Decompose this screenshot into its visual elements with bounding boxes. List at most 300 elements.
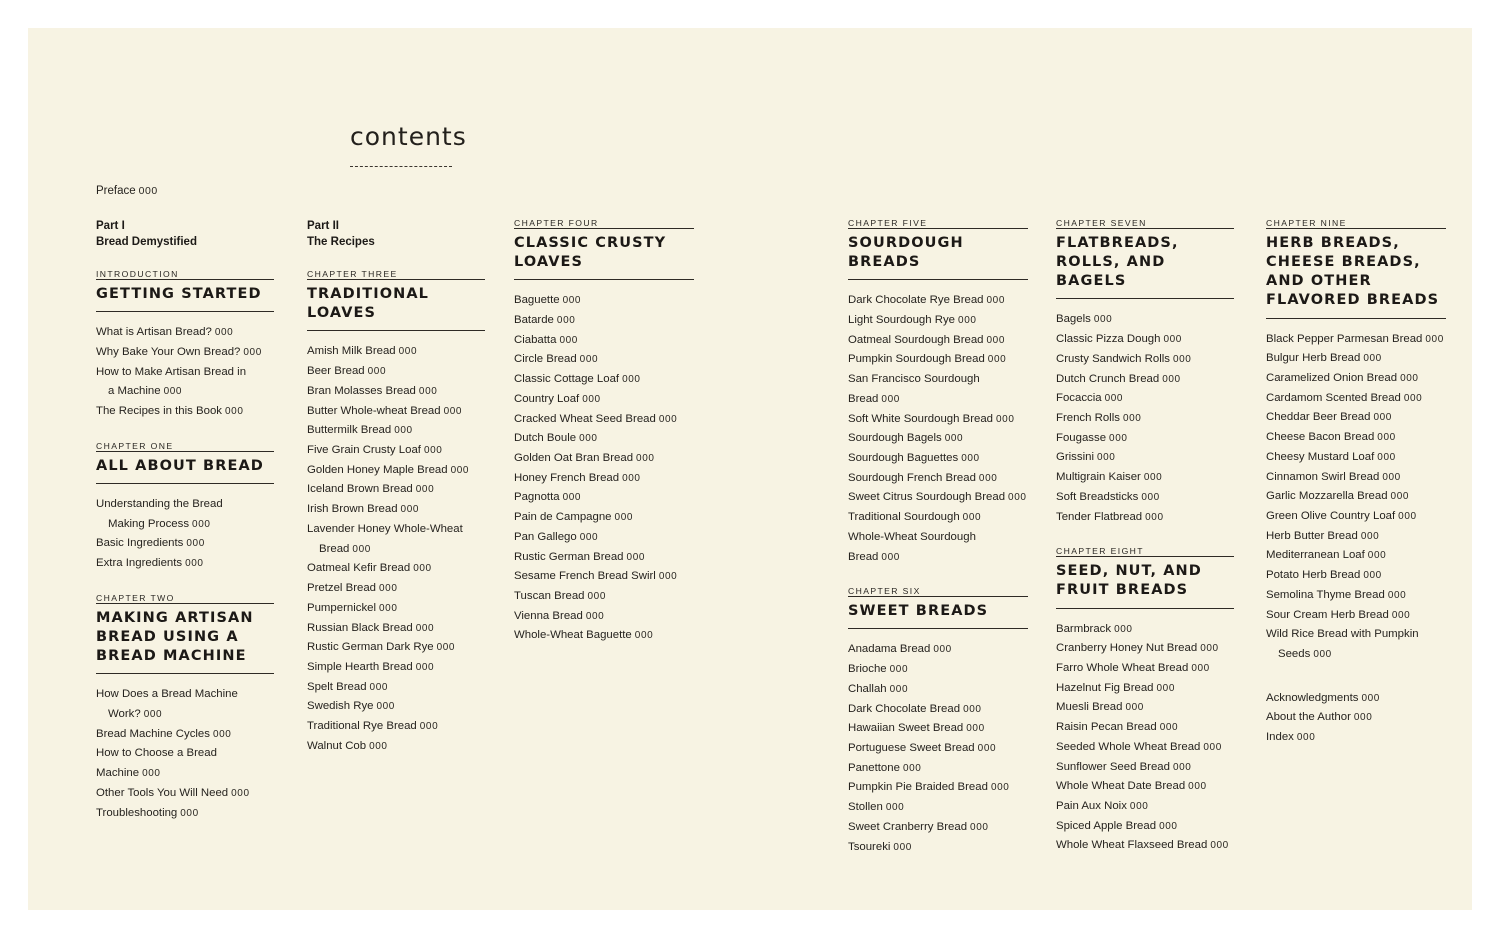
section-heading[interactable]: MAKING ARTISAN BREAD USING A BREAD MACHINE (96, 609, 274, 674)
toc-entry-page: 000 (1360, 530, 1380, 542)
toc-entry-list (96, 323, 274, 422)
toc-entry[interactable] (1056, 310, 1234, 330)
toc-entry-page: 000 (1210, 840, 1229, 852)
toc-entry-label-continued: Work? 000 (108, 708, 163, 720)
toc-entry[interactable] (1056, 659, 1234, 679)
toc-entry[interactable] (848, 291, 1028, 311)
toc-entry[interactable] (1266, 566, 1446, 586)
toc-entry-label: Spiced Apple Bread (1056, 819, 1157, 832)
toc-entry[interactable] (307, 421, 485, 441)
toc-entry[interactable] (514, 626, 694, 646)
toc-entry-page: 000 (1122, 412, 1142, 424)
toc-entry-page: 000 (881, 393, 900, 405)
toc-entry-label: Buttermilk Bread (307, 424, 392, 437)
toc-entry-page: 000 (1145, 511, 1164, 523)
toc-entry[interactable] (307, 461, 485, 481)
toc-entry-page: 000 (379, 602, 398, 614)
toc-entry-page: 000 (622, 472, 641, 484)
toc-entry-page: 000 (1400, 372, 1419, 384)
toc-entry-label: French Rolls (1056, 411, 1120, 424)
toc-entry-label: Anadama Bread (848, 643, 931, 656)
section-heading[interactable]: CLASSIC CRUSTY LOAVES (514, 234, 694, 280)
part-label: Part I Bread Demystified (96, 220, 197, 249)
toc-entry[interactable] (848, 838, 1028, 858)
toc-entry[interactable] (514, 548, 694, 568)
toc-entry[interactable] (1266, 527, 1446, 547)
toc-entry-label: Traditional Rye Bread (307, 720, 417, 733)
section-heading[interactable]: SWEET BREADS (848, 602, 1028, 629)
toc-entry[interactable] (1056, 679, 1234, 699)
toc-entry[interactable] (848, 331, 1028, 351)
part-heading (307, 218, 485, 250)
toc-entry[interactable] (1056, 738, 1234, 758)
toc-entry[interactable] (848, 449, 1028, 469)
toc-entry[interactable] (96, 402, 274, 422)
toc-entry-label: Irish Brown Bread (307, 503, 398, 516)
toc-entry[interactable] (96, 343, 274, 363)
toc-entry[interactable] (1266, 408, 1446, 428)
toc-entry[interactable] (1056, 468, 1234, 488)
toc-entry[interactable] (1266, 625, 1446, 664)
toc-entry-label: Classic Pizza Dough (1056, 333, 1161, 346)
toc-entry-label: Pretzel Bread (307, 582, 377, 595)
toc-entry[interactable] (1266, 606, 1446, 626)
toc-entry[interactable] (96, 744, 274, 783)
toc-entry[interactable] (514, 311, 694, 331)
toc-entry-page: 000 (587, 591, 606, 603)
toc-entry-page: 000 (889, 683, 909, 695)
toc-entry[interactable] (96, 554, 274, 574)
toc-entry-page: 000 (212, 728, 232, 740)
toc-entry[interactable] (307, 559, 485, 579)
toc-entry[interactable] (1056, 777, 1234, 797)
toc-entry[interactable] (307, 520, 485, 559)
toc-entry[interactable] (307, 619, 485, 639)
toc-entry[interactable] (1056, 639, 1234, 659)
toc-entry-label: Walnut Cob (307, 739, 367, 752)
toc-entry-page: 000 (658, 413, 678, 425)
section-heading[interactable]: TRADITIONAL LOAVES (307, 285, 485, 331)
toc-entry[interactable] (1266, 448, 1446, 468)
toc-entry[interactable] (848, 640, 1028, 660)
toc-page (28, 28, 1472, 910)
toc-entry[interactable] (1056, 429, 1234, 449)
toc-entry-page: 000 (225, 406, 244, 418)
toc-entry-page: 000 (400, 504, 420, 516)
toc-entry[interactable] (514, 469, 694, 489)
toc-entry-label: Light Sourdough Rye (848, 313, 956, 326)
toc-entry[interactable] (848, 680, 1028, 700)
toc-entry-page: 000 (1172, 353, 1192, 365)
toc-entry[interactable] (96, 725, 274, 745)
toc-entry-label: Cranberry Honey Nut Bread (1056, 642, 1198, 655)
toc-entry-page: 000 (626, 551, 646, 563)
toc-entry[interactable] (1266, 369, 1446, 389)
toc-entry-page: 000 (961, 453, 980, 464)
toc-entry[interactable] (1056, 817, 1234, 837)
toc-entry-page: 000 (1172, 761, 1192, 773)
toc-entry-page: 000 (1162, 373, 1181, 385)
toc-entry[interactable] (1266, 708, 1446, 728)
toc-entry-page: 000 (1125, 702, 1144, 714)
toc-entry[interactable] (848, 469, 1028, 489)
toc-entry-label: Bagels (1056, 313, 1091, 326)
toc-entry-label: How to Make Artisan Bread in (96, 365, 247, 378)
toc-entry-page: 000 (1367, 550, 1387, 562)
part-heading (96, 218, 274, 250)
toc-entry[interactable] (848, 528, 1028, 567)
toc-entry-page: 000 (986, 334, 1006, 346)
toc-entry[interactable] (1266, 330, 1446, 350)
toc-entry[interactable] (848, 350, 1028, 370)
toc-entry[interactable] (514, 607, 694, 627)
toc-entry-page: 000 (978, 472, 998, 484)
toc-entry[interactable] (1266, 349, 1446, 369)
toc-entry[interactable] (848, 370, 1028, 409)
toc-entry[interactable] (96, 363, 274, 402)
toc-entry-label: Extra Ingredients (96, 557, 183, 570)
toc-entry-page: 000 (1163, 334, 1182, 346)
toc-entry-page: 000 (579, 354, 599, 366)
toc-entry[interactable] (1056, 409, 1234, 429)
toc-entry[interactable] (514, 508, 694, 528)
toc-entry[interactable] (307, 678, 485, 698)
toc-entry-label: Sweet Cranberry Bread (848, 820, 968, 833)
toc-entry-list (1056, 620, 1234, 857)
toc-entry[interactable] (307, 579, 485, 599)
toc-entry-label: Butter Whole-wheat Bread (307, 404, 441, 417)
toc-entry[interactable] (514, 488, 694, 508)
toc-entry-page: 000 (1313, 649, 1332, 660)
toc-entry-label: Sourdough French Bread (848, 471, 976, 484)
toc-entry-label: Pumpernickel (307, 601, 377, 614)
toc-entry[interactable] (848, 719, 1028, 739)
toc-entry[interactable] (514, 429, 694, 449)
toc-entry-page: 000 (944, 433, 964, 445)
toc-entry-label: Country Loaf (514, 392, 580, 405)
toc-entry[interactable] (848, 739, 1028, 759)
toc-entry-label: Sesame French Bread Swirl (514, 570, 656, 583)
toc-entry[interactable] (1056, 370, 1234, 390)
section-heading[interactable]: HERB BREADS, CHEESE BREADS, AND OTHER FLAVORED BREADS (1266, 234, 1446, 319)
toc-entry-label: Russian Black Bread (307, 621, 413, 634)
toc-entry-page: 000 (143, 709, 163, 720)
toc-entry[interactable] (514, 331, 694, 351)
toc-entry[interactable] (307, 658, 485, 678)
section-heading[interactable]: SEED, NUT, AND FRUIT BREADS (1056, 562, 1234, 608)
toc-entry-page: 000 (579, 433, 598, 445)
toc-entry[interactable] (514, 528, 694, 548)
toc-entry[interactable] (96, 685, 274, 724)
toc-entry-list (96, 685, 274, 823)
toc-entry-list (848, 291, 1028, 567)
toc-entry-label: Potato Herb Bread (1266, 569, 1361, 582)
toc-entry-page: 000 (1363, 353, 1382, 365)
toc-entry-page: 000 (423, 445, 443, 457)
toc-entry-label: Pagnotta (514, 491, 560, 504)
toc-entry[interactable] (307, 638, 485, 658)
toc-entry[interactable] (848, 488, 1028, 508)
toc-entry[interactable] (1056, 389, 1234, 409)
toc-entry-label: Bulgur Herb Bread (1266, 352, 1361, 365)
toc-entry-page: 000 (367, 366, 387, 378)
toc-entry-page: 000 (436, 642, 456, 654)
toc-entry-label: Five Grain Crusty Loaf (307, 444, 421, 457)
toc-section (96, 269, 274, 422)
toc-entry[interactable] (1056, 836, 1234, 856)
toc-entry[interactable] (1056, 698, 1234, 718)
toc-entry-label: Sourdough Baguettes (848, 452, 959, 464)
toc-entry-page: 000 (192, 518, 211, 530)
toc-entry-label: Wild Rice Bread with Pumpkin (1266, 628, 1419, 641)
toc-entry-page: 000 (1373, 412, 1392, 424)
toc-entry-label: Lavender Honey Whole-Wheat (307, 522, 463, 535)
toc-entry-label: Iceland Brown Bread (307, 483, 413, 496)
toc-entry-label: Golden Oat Bran Bread (514, 452, 634, 464)
toc-entry-page: 000 (443, 405, 463, 417)
toc-column-5 (1056, 218, 1234, 875)
preface-label: Preface (96, 185, 136, 197)
toc-entry-label: Amish Milk Bread (307, 345, 396, 358)
toc-column-2 (307, 218, 485, 776)
toc-entry[interactable] (307, 500, 485, 520)
section-heading[interactable]: SOURDOUGH BREADS (848, 234, 1028, 280)
toc-entry[interactable] (1266, 689, 1446, 709)
toc-entry-label: Sour Cream Herb Bread (1266, 608, 1389, 621)
toc-entry-label: Classic Cottage Loaf (514, 373, 620, 386)
toc-entry-label: Challah (848, 682, 887, 695)
toc-section (1056, 546, 1234, 856)
toc-entry[interactable] (514, 390, 694, 410)
toc-section (96, 593, 274, 823)
toc-entry-page: 000 (163, 386, 183, 398)
toc-entry-label: Other Tools You Will Need (96, 786, 229, 799)
toc-entry-label: Oatmeal Kefir Bread (307, 562, 411, 575)
toc-entry-label: Multigrain Kaiser (1056, 471, 1141, 484)
toc-entry-label: Index (1266, 731, 1294, 744)
toc-entry-page: 000 (559, 334, 578, 346)
toc-entry[interactable] (307, 480, 485, 500)
section-heading[interactable]: FLATBREADS, ROLLS, AND BAGELS (1056, 234, 1234, 299)
toc-entry-label: Honey French Bread (514, 471, 620, 484)
toc-entry-label: Barmbrack (1056, 622, 1112, 635)
toc-entry-page: 000 (582, 393, 601, 405)
toc-entry-label: How Does a Bread Machine (96, 688, 238, 701)
toc-entry-page: 000 (1104, 393, 1124, 405)
toc-entry-label: Sweet Citrus Sourdough Bread (848, 491, 1006, 504)
toc-entry-label: Hazelnut Fig Bread (1056, 681, 1154, 694)
toc-column-1 (96, 218, 274, 842)
toc-entry-label: Hawaiian Sweet Bread (848, 722, 964, 735)
toc-entry[interactable] (1266, 728, 1446, 748)
toc-entry-label: Golden Honey Maple Bread (307, 463, 448, 476)
toc-entry-page: 000 (562, 295, 582, 307)
toc-entry-page: 000 (1159, 820, 1178, 832)
toc-entry[interactable] (307, 697, 485, 717)
toc-entry[interactable] (1056, 488, 1234, 508)
toc-entry-label: Green Olive Country Loaf (1266, 509, 1396, 522)
toc-entry-page: 000 (1093, 314, 1113, 326)
toc-entry-list (1266, 330, 1446, 665)
preface-page: 000 (138, 185, 158, 197)
toc-entry-label: Whole Wheat Date Bread (1056, 780, 1186, 793)
toc-entry-page: 000 (352, 543, 371, 555)
toc-entry-label: Cardamom Scented Bread (1266, 391, 1401, 404)
toc-entry[interactable] (514, 350, 694, 370)
toc-entry-page: 000 (1156, 682, 1176, 694)
toc-entry-label: Stollen (848, 801, 883, 814)
toc-entry[interactable] (514, 449, 694, 469)
toc-entry-page: 000 (450, 464, 470, 476)
toc-entry-label: Farro Whole Wheat Bread (1056, 661, 1189, 674)
toc-entry[interactable] (307, 717, 485, 737)
toc-entry[interactable] (1266, 487, 1446, 507)
toc-entry[interactable] (848, 311, 1028, 331)
toc-entry-page: 000 (889, 664, 909, 676)
toc-entry-page: 000 (634, 630, 654, 642)
toc-entry-page: 000 (1296, 732, 1316, 744)
toc-entry-page: 000 (990, 782, 1010, 794)
preface-entry[interactable] (96, 185, 158, 197)
toc-entry[interactable] (1056, 508, 1234, 528)
toc-entry-page: 000 (1188, 781, 1207, 793)
toc-section (848, 218, 1028, 567)
toc-entry-label: What is Artisan Bread? (96, 326, 212, 339)
toc-entry-page: 000 (622, 374, 641, 386)
toc-entry-label: Brioche (848, 663, 887, 676)
toc-entry-label: Whole Wheat Flaxseed Bread (1056, 839, 1208, 852)
section-heading[interactable]: ALL ABOUT BREAD (96, 457, 274, 484)
toc-entry[interactable] (1056, 797, 1234, 817)
toc-entry[interactable] (1266, 468, 1446, 488)
toc-entry-page: 000 (1361, 692, 1380, 704)
toc-entry[interactable] (514, 410, 694, 430)
toc-entry[interactable] (96, 323, 274, 343)
toc-entry-label: Cheesy Mustard Loaf (1266, 450, 1375, 463)
toc-entry[interactable] (848, 508, 1028, 528)
toc-entry-page: 000 (1387, 589, 1407, 601)
toc-entry[interactable] (307, 737, 485, 757)
toc-entry-label: How to Choose a Bread Machine (96, 747, 217, 780)
toc-entry[interactable] (1266, 428, 1446, 448)
toc-entry-label: Panettone (848, 761, 900, 774)
toc-entry[interactable] (848, 429, 1028, 449)
toc-entry-label: Dutch Boule (514, 432, 577, 445)
toc-entry[interactable] (1266, 546, 1446, 566)
toc-entry-page: 000 (1390, 491, 1410, 503)
chapter-kicker: INTRODUCTION (96, 269, 274, 280)
toc-entry-page: 000 (885, 802, 905, 814)
toc-entry-label: Oatmeal Sourdough Bread (848, 333, 984, 346)
toc-entry-label: Beer Bread (307, 365, 365, 378)
toc-entry[interactable] (848, 759, 1028, 779)
toc-entry-label: Cheese Bacon Bread (1266, 431, 1375, 444)
toc-entry-page: 000 (562, 492, 582, 504)
toc-entry-label: Understanding the Bread (96, 498, 223, 511)
toc-entry-page: 000 (933, 644, 952, 656)
toc-entry[interactable] (848, 660, 1028, 680)
toc-entry-label: Ciabatta (514, 333, 557, 346)
toc-entry-page: 000 (996, 413, 1015, 425)
toc-entry-page: 000 (585, 610, 605, 622)
toc-entry[interactable] (1056, 350, 1234, 370)
toc-entry[interactable] (1056, 758, 1234, 778)
toc-entry[interactable] (1056, 620, 1234, 640)
toc-entry-label: Muesli Bread (1056, 701, 1123, 714)
chapter-kicker: CHAPTER FOUR (514, 218, 694, 229)
toc-section (96, 441, 274, 574)
toc-entry-label-continued: Making Process 000 (108, 517, 211, 530)
toc-entry[interactable] (848, 778, 1028, 798)
toc-entry-label: Portuguese Sweet Bread (848, 742, 975, 755)
toc-entry-label: Whole-Wheat Baguette (514, 629, 632, 642)
toc-entry[interactable] (1266, 586, 1446, 606)
toc-entry-page: 000 (186, 538, 205, 550)
toc-entry[interactable] (1056, 718, 1234, 738)
toc-entry[interactable] (1056, 330, 1234, 350)
toc-entry-label: Soft White Sourdough Bread (848, 412, 994, 425)
toc-entry[interactable] (848, 798, 1028, 818)
toc-entry-page: 000 (369, 681, 389, 693)
toc-entry-label-continued: Seeds 000 (1278, 648, 1332, 660)
toc-entry-page: 000 (376, 701, 395, 713)
toc-entry[interactable] (307, 362, 485, 382)
toc-entry[interactable] (307, 599, 485, 619)
toc-entry[interactable] (307, 382, 485, 402)
toc-entry-label: Vienna Bread (514, 609, 583, 622)
toc-section (848, 586, 1028, 857)
toc-entry[interactable] (307, 441, 485, 461)
toc-entry[interactable] (848, 818, 1028, 838)
toc-entry-page: 000 (1382, 471, 1401, 483)
toc-entry-label-continued: Bread 000 (319, 542, 371, 555)
toc-entry-label: Soft Breadsticks (1056, 490, 1139, 503)
toc-entry-page: 000 (614, 512, 634, 524)
toc-entry[interactable] (514, 370, 694, 390)
section-heading[interactable]: GETTING STARTED (96, 285, 274, 312)
toc-entry-label: Garlic Mozzarella Bread (1266, 490, 1388, 503)
toc-column-3 (514, 218, 694, 665)
toc-entry-page: 000 (1141, 491, 1160, 503)
toc-entry[interactable] (96, 495, 274, 534)
toc-entry-label: Caramelized Onion Bread (1266, 371, 1398, 384)
toc-entry-label: Simple Hearth Bread (307, 660, 413, 673)
toc-entry-page: 000 (142, 768, 161, 780)
toc-entry[interactable] (848, 410, 1028, 430)
toc-entry-page: 000 (369, 740, 388, 752)
toc-entry-label: San Francisco Sourdough Bread (848, 373, 980, 405)
toc-entry[interactable] (307, 342, 485, 362)
toc-entry[interactable] (1266, 507, 1446, 527)
toc-entry[interactable] (848, 700, 1028, 720)
toc-entry[interactable] (96, 784, 274, 804)
toc-entry-label: Bread Machine Cycles (96, 727, 210, 740)
toc-entry[interactable] (514, 567, 694, 587)
toc-entry[interactable] (1056, 448, 1234, 468)
toc-section (514, 218, 694, 646)
toc-entry-label: About the Author (1266, 711, 1351, 724)
toc-entry[interactable] (307, 402, 485, 422)
toc-entry-page: 000 (1398, 510, 1417, 522)
toc-entry[interactable] (514, 291, 694, 311)
toc-entry[interactable] (514, 587, 694, 607)
toc-entry[interactable] (1266, 389, 1446, 409)
toc-entry[interactable] (96, 804, 274, 824)
toc-entry-page: 000 (1109, 432, 1128, 444)
toc-entry-page: 000 (893, 841, 912, 853)
toc-entry[interactable] (96, 534, 274, 554)
toc-entry-label: Spelt Bread (307, 680, 367, 693)
